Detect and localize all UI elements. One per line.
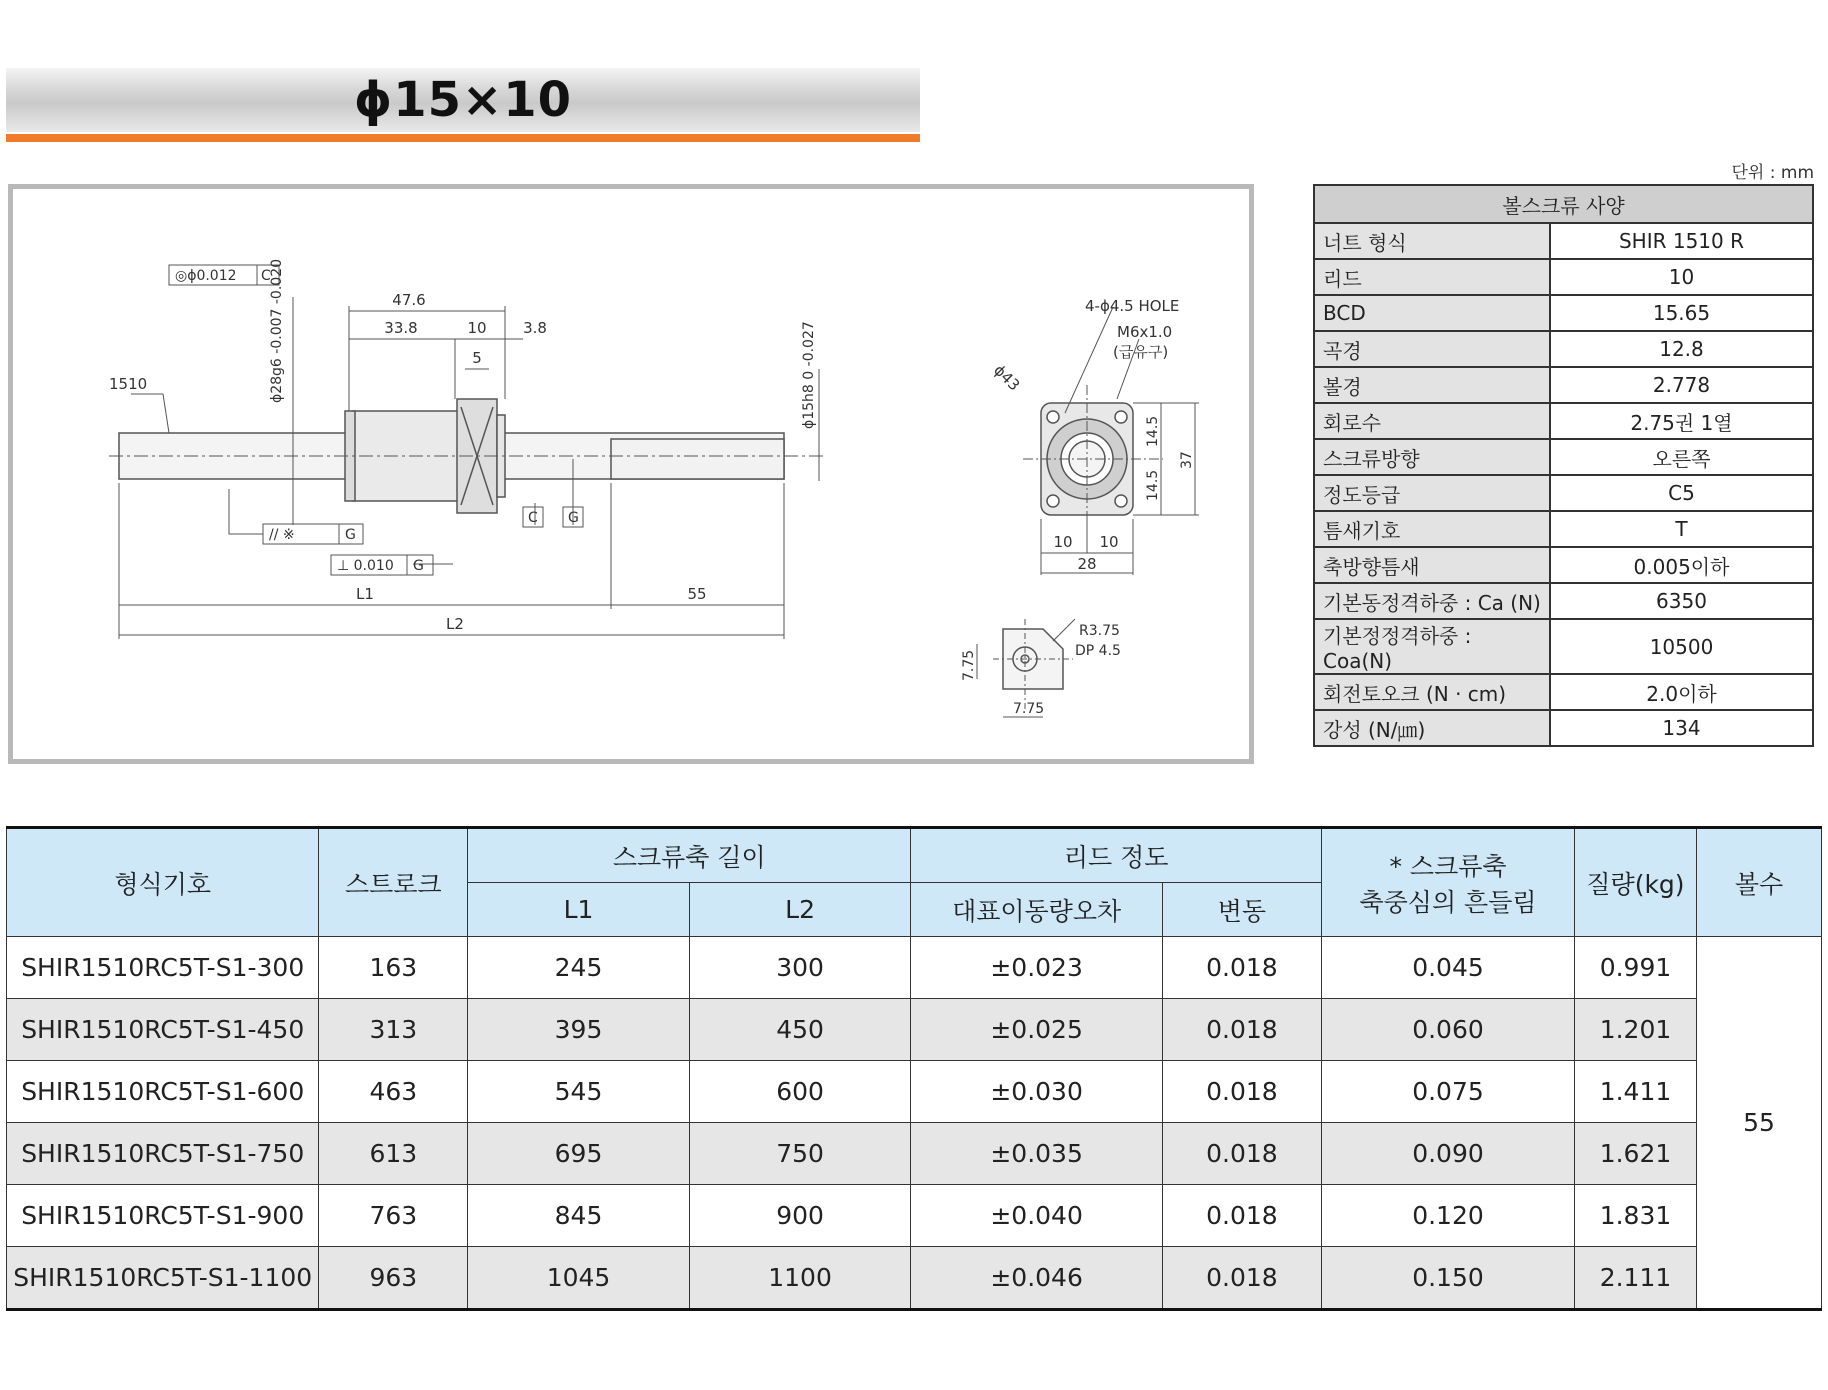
cell-l1: 1045 [468, 1247, 690, 1310]
dim-10: 10 [467, 319, 487, 337]
dim-l1: L1 [356, 585, 374, 603]
technical-drawing [8, 184, 1254, 764]
spec-value: 6350 [1550, 583, 1813, 619]
cell-stroke: 163 [319, 937, 468, 999]
spec-key: 기본동정격하중 : Ca (N) [1314, 583, 1550, 619]
table-row [7, 1061, 1822, 1123]
table-row [7, 1185, 1822, 1247]
cell-runout: 0.060 [1321, 999, 1574, 1061]
dim-37: 37 [1179, 451, 1195, 469]
spec-value: 15.65 [1550, 295, 1813, 331]
spec-row [1314, 403, 1813, 439]
cell-rep-error: ±0.035 [911, 1123, 1163, 1185]
cell-l2: 750 [689, 1123, 911, 1185]
cell-model: SHIR1510RC5T-S1-750 [7, 1123, 319, 1185]
tap-callout: M6x1.0 [1117, 323, 1173, 341]
header-variation: 변동 [1162, 883, 1321, 937]
header-l1: L1 [468, 883, 690, 937]
cell-rep-error: ±0.025 [911, 999, 1163, 1061]
model-label: 1510 [109, 375, 148, 393]
cell-l1: 845 [468, 1185, 690, 1247]
cell-stroke: 763 [319, 1185, 468, 1247]
cell-balls: 55 [1696, 937, 1821, 1310]
detail-dim-vertical: 7.75 [961, 649, 977, 681]
spec-value: 12.8 [1550, 331, 1813, 367]
header-length: 스크류축 길이 [468, 828, 911, 883]
cell-mass: 1.621 [1575, 1123, 1697, 1185]
spec-key: 스크류방향 [1314, 439, 1550, 475]
table-row [7, 937, 1822, 999]
cell-mass: 0.991 [1575, 937, 1697, 999]
spec-key: 너트 형식 [1314, 223, 1550, 259]
dim-47-6: 47.6 [392, 291, 426, 309]
cell-variation: 0.018 [1162, 999, 1321, 1061]
concentricity-frame: ◎ϕ0.012 [175, 268, 237, 284]
datum-g: G [568, 510, 579, 526]
spec-row [1314, 223, 1813, 259]
spec-row [1314, 475, 1813, 511]
spec-value: SHIR 1510 R [1550, 223, 1813, 259]
spec-value: 2.0이하 [1550, 674, 1813, 710]
cell-l2: 900 [689, 1185, 911, 1247]
cell-l1: 545 [468, 1061, 690, 1123]
header-lead-accuracy: 리드 정도 [911, 828, 1322, 883]
page-title: ϕ15×10 [353, 72, 573, 128]
spec-row [1314, 439, 1813, 475]
title-underline [6, 134, 920, 142]
spec-key: 축방향틈새 [1314, 547, 1550, 583]
cell-variation: 0.018 [1162, 1123, 1321, 1185]
header-mass: 질량(kg) [1575, 828, 1697, 937]
dim-14-5-bottom: 14.5 [1145, 469, 1161, 501]
spec-key: 회전토오크 (N · cm) [1314, 674, 1550, 710]
spec-row [1314, 331, 1813, 367]
cell-l2: 300 [689, 937, 911, 999]
cell-runout: 0.120 [1321, 1185, 1574, 1247]
pcd-dim: ϕ43 [990, 361, 1024, 395]
cell-mass: 2.111 [1575, 1247, 1697, 1310]
datum-c: C [528, 510, 538, 526]
spec-row [1314, 367, 1813, 403]
header-balls: 볼수 [1696, 828, 1821, 937]
dim-10-left: 10 [1053, 533, 1073, 551]
cell-variation: 0.018 [1162, 937, 1321, 999]
spec-value: 134 [1550, 710, 1813, 746]
spec-row [1314, 583, 1813, 619]
cell-rep-error: ±0.040 [911, 1185, 1163, 1247]
spec-row [1314, 259, 1813, 295]
cell-l1: 395 [468, 999, 690, 1061]
cell-stroke: 313 [319, 999, 468, 1061]
concentricity-ref: C [261, 268, 271, 284]
table-row [7, 999, 1822, 1061]
spec-value: T [1550, 511, 1813, 547]
cell-runout: 0.075 [1321, 1061, 1574, 1123]
spec-key: 리드 [1314, 259, 1550, 295]
parallelism-ref: G [345, 527, 356, 543]
cell-runout: 0.150 [1321, 1247, 1574, 1310]
dim-14-5-top: 14.5 [1145, 415, 1161, 447]
spec-key: 볼경 [1314, 367, 1550, 403]
cell-variation: 0.018 [1162, 1061, 1321, 1123]
dim-3-8: 3.8 [523, 319, 547, 337]
cell-variation: 0.018 [1162, 1247, 1321, 1310]
spec-key: 기본정정격하중 : Coa(N) [1314, 619, 1550, 674]
dim-10-right: 10 [1099, 533, 1119, 551]
spec-key: BCD [1314, 295, 1550, 331]
dim-5: 5 [472, 349, 482, 367]
spec-row [1314, 511, 1813, 547]
dim-55: 55 [687, 585, 707, 603]
spec-value: C5 [1550, 475, 1813, 511]
cell-l1: 695 [468, 1123, 690, 1185]
header-runout-line2: 축중심의 흔들림 [1359, 887, 1537, 917]
cell-model: SHIR1510RC5T-S1-450 [7, 999, 319, 1061]
perpendicularity-ref: G [413, 558, 424, 574]
spec-value: 0.005이하 [1550, 547, 1813, 583]
spec-key: 틈새기호 [1314, 511, 1550, 547]
header-rep-error: 대표이동량오차 [911, 883, 1163, 937]
dim-l2: L2 [446, 615, 464, 633]
cell-model: SHIR1510RC5T-S1-900 [7, 1185, 319, 1247]
spec-row [1314, 710, 1813, 746]
spec-key: 강성 (N/㎛) [1314, 710, 1550, 746]
header-runout [1321, 828, 1574, 937]
ballscrew-spec-table [1313, 184, 1814, 747]
dim-33-8: 33.8 [384, 319, 418, 337]
table-row [7, 1247, 1822, 1310]
cell-model: SHIR1510RC5T-S1-1100 [7, 1247, 319, 1310]
cell-runout: 0.090 [1321, 1123, 1574, 1185]
depth-callout: DP 4.5 [1075, 643, 1121, 659]
spec-value: 오른쪽 [1550, 439, 1813, 475]
cell-rep-error: ±0.046 [911, 1247, 1163, 1310]
cell-mass: 1.411 [1575, 1061, 1697, 1123]
model-table [6, 826, 1822, 1311]
cell-l2: 600 [689, 1061, 911, 1123]
cell-rep-error: ±0.030 [911, 1061, 1163, 1123]
radius-callout: R3.75 [1079, 623, 1120, 639]
spec-key: 정도등급 [1314, 475, 1550, 511]
cell-variation: 0.018 [1162, 1185, 1321, 1247]
cell-stroke: 963 [319, 1247, 468, 1310]
spec-value: 2.778 [1550, 367, 1813, 403]
hole-callout: 4-ϕ4.5 HOLE [1085, 297, 1180, 315]
spec-row [1314, 295, 1813, 331]
spec-key: 곡경 [1314, 331, 1550, 367]
header-l2: L2 [689, 883, 911, 937]
dim-28: 28 [1077, 555, 1097, 573]
spec-value: 2.75권 1열 [1550, 403, 1813, 439]
shaft-diameter-tolerance: ϕ15h8 0 -0.027 [801, 321, 817, 429]
header-stroke: 스트로크 [319, 828, 468, 937]
drawing-svg [13, 189, 1249, 759]
cell-stroke: 613 [319, 1123, 468, 1185]
cell-rep-error: ±0.023 [911, 937, 1163, 999]
spec-key: 회로수 [1314, 403, 1550, 439]
cell-model: SHIR1510RC5T-S1-300 [7, 937, 319, 999]
cell-mass: 1.201 [1575, 999, 1697, 1061]
tap-note: (급유구) [1113, 343, 1169, 361]
spec-value: 10 [1550, 259, 1813, 295]
cell-l2: 1100 [689, 1247, 911, 1310]
table-row [7, 1123, 1822, 1185]
spec-value: 10500 [1550, 619, 1813, 674]
flange-diameter-tolerance: ϕ28g6 -0.007 -0.020 [269, 258, 285, 403]
cell-mass: 1.831 [1575, 1185, 1697, 1247]
cell-l2: 450 [689, 999, 911, 1061]
cell-l1: 245 [468, 937, 690, 999]
spec-header: 볼스크류 사양 [1314, 185, 1813, 223]
unit-label: 단위 : mm [1731, 163, 1814, 183]
cell-model: SHIR1510RC5T-S1-600 [7, 1061, 319, 1123]
perpendicularity-frame: ⊥ 0.010 [337, 558, 394, 574]
spec-row [1314, 619, 1813, 674]
parallelism-frame: // ※ [269, 527, 295, 543]
title-banner [6, 68, 920, 132]
header-runout-line1: * 스크류축 [1389, 851, 1507, 881]
spec-row [1314, 547, 1813, 583]
spec-row [1314, 674, 1813, 710]
cell-runout: 0.045 [1321, 937, 1574, 999]
header-model: 형식기호 [7, 828, 319, 937]
cell-stroke: 463 [319, 1061, 468, 1123]
detail-dim-horizontal: 7.75 [1013, 701, 1045, 717]
